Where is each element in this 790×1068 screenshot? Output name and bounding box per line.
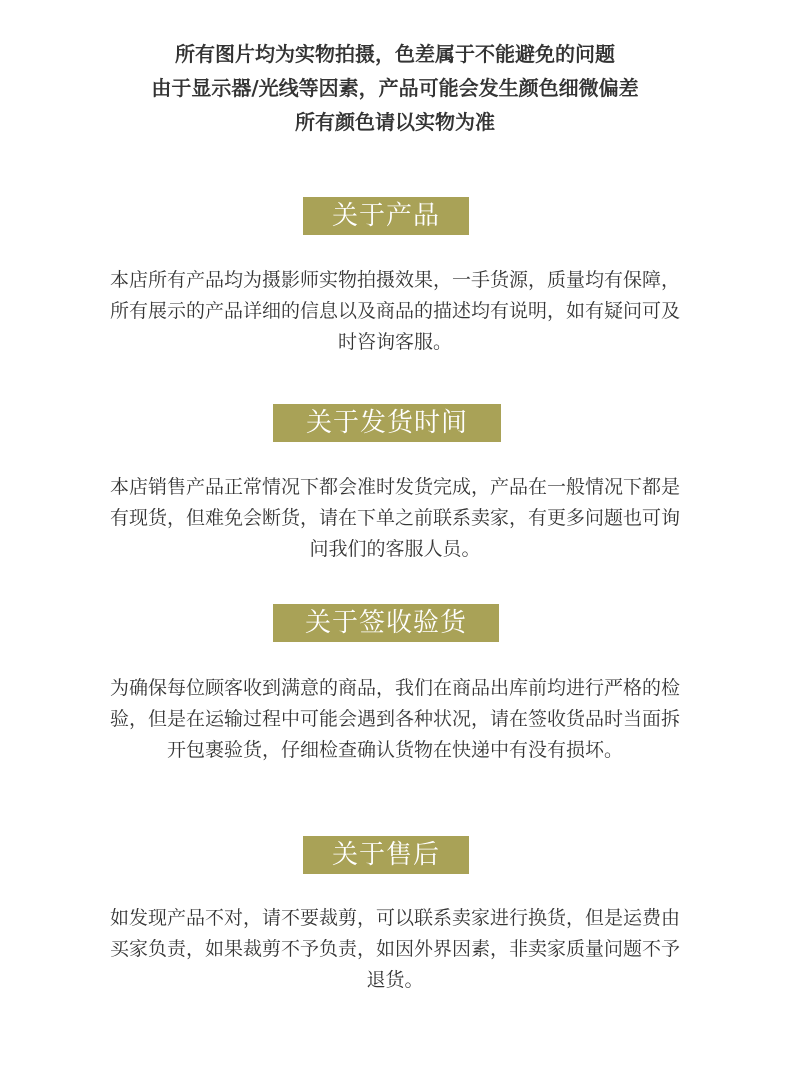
section-body-line: 本店所有产品均为摄影师实物拍摄效果，一手货源，质量均有保障， [109, 269, 680, 291]
notice-line: 由于显示器/光线等因素，产品可能会发生颜色细微偏差 [151, 76, 639, 100]
notice-line: 所有颜色请以实物为准 [295, 110, 495, 134]
section-body-product [70, 265, 720, 358]
section-body-shipping [70, 472, 720, 565]
section-body-line: 买家负责，如果裁剪不予负责，如因外界因素，非卖家质量问题不予 [109, 938, 680, 960]
section-body-line: 时咨询客服。 [337, 331, 452, 353]
section-body-line: 为确保每位顾客收到满意的商品，我们在商品出库前均进行严格的检 [109, 677, 680, 699]
section-body-line: 退货。 [366, 969, 424, 991]
section-body-line: 如发现产品不对，请不要裁剪，可以联系卖家进行换货，但是运费由 [109, 907, 680, 929]
section-body-line: 所有展示的产品详细的信息以及商品的描述均有说明，如有疑问可及 [109, 300, 680, 322]
section-body-line: 验，但是在运输过程中可能会遇到各种状况，请在签收货品时当面拆 [109, 708, 680, 730]
notice-line: 所有图片均为实物拍摄，色差属于不能避免的问题 [175, 42, 615, 66]
section-title-shipping: 关于发货时间 [273, 404, 501, 442]
section-body-after-sales [70, 903, 720, 996]
section-title-after-sales: 关于售后 [303, 836, 469, 874]
section-title-inspection: 关于签收验货 [273, 604, 499, 642]
section-body-line: 开包裹验货，仔细检查确认货物在快递中有没有损坏。 [166, 739, 623, 761]
section-body-line: 本店销售产品正常情况下都会准时发货完成，产品在一般情况下都是 [109, 476, 680, 498]
section-title-product: 关于产品 [303, 197, 469, 235]
section-body-line: 问我们的客服人员。 [309, 538, 481, 560]
section-body-line: 有现货，但难免会断货，请在下单之前联系卖家，有更多问题也可询 [109, 507, 680, 529]
section-body-inspection [70, 673, 720, 766]
